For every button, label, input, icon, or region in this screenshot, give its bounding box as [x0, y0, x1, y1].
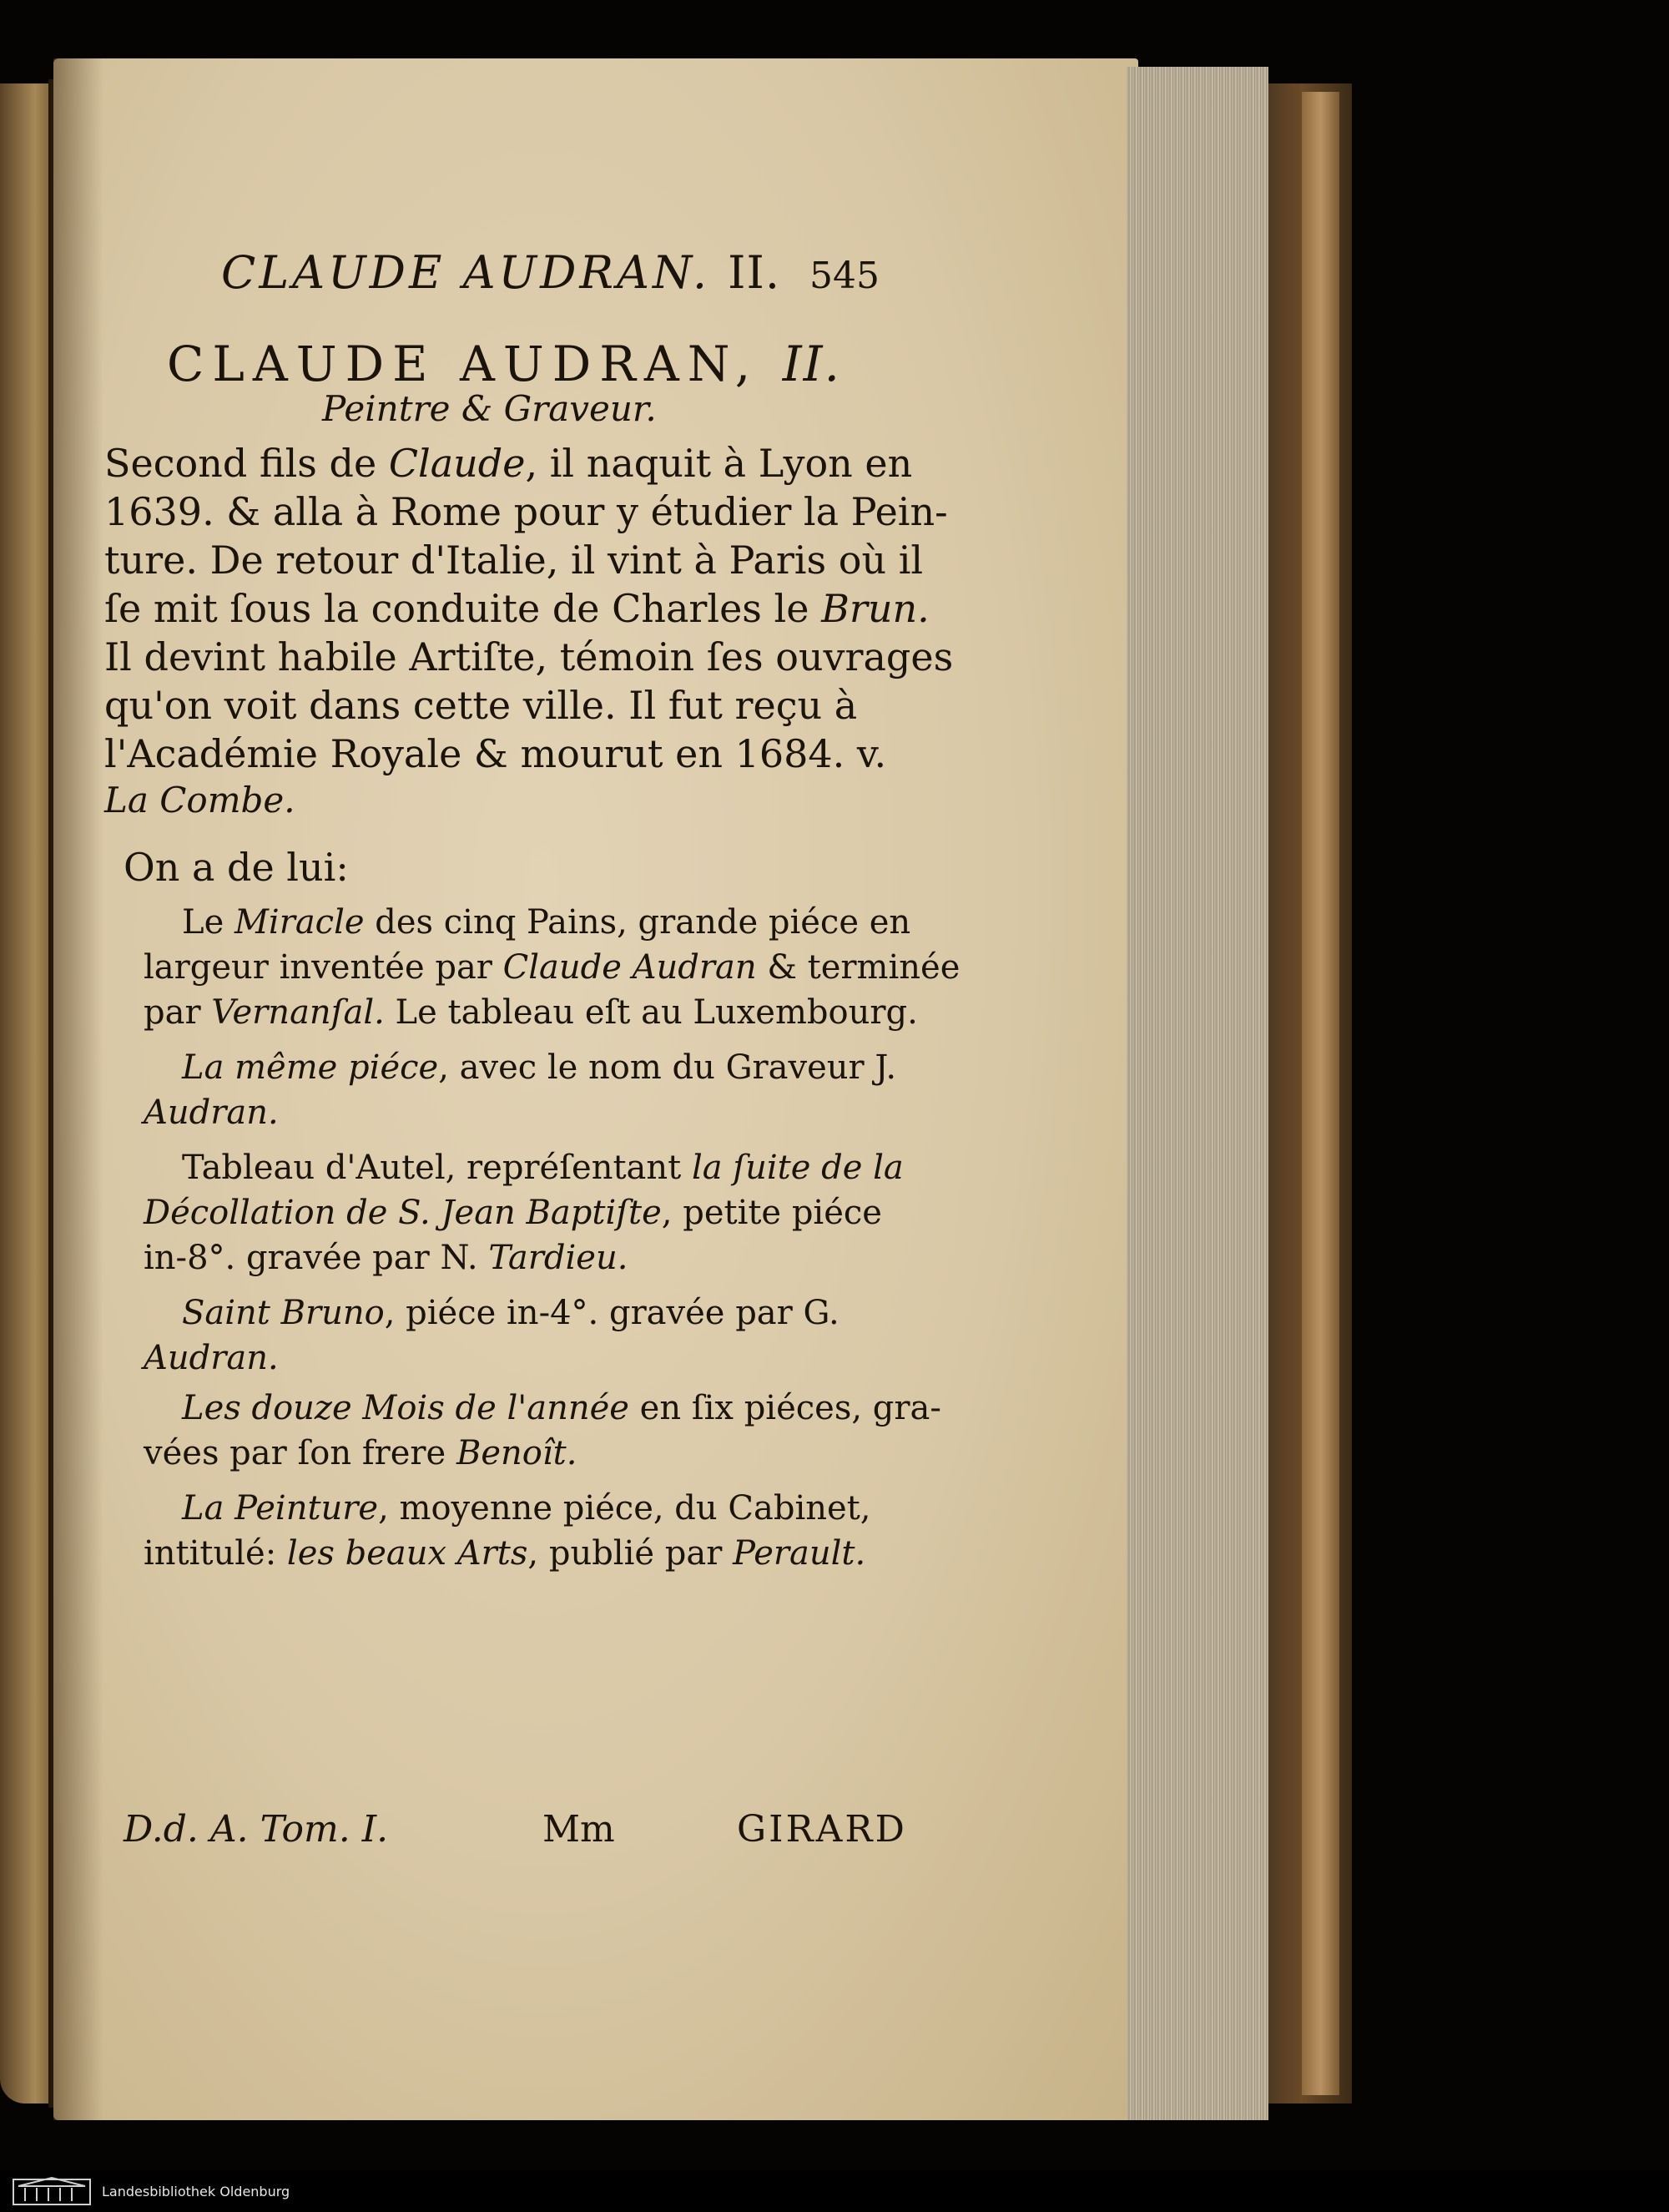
bio-line: qu'on voit dans cette ville. Il fut reçu à	[104, 683, 858, 728]
bio-line: l'Académie Royale & mourut en 1684. v.	[104, 731, 887, 776]
work-line: vées par ſon frere Benoît.	[144, 1434, 577, 1472]
work-line: intitulé: les beaux Arts, publié par Perault.	[144, 1534, 866, 1573]
gutter-shadow	[53, 58, 103, 2120]
signature-mark: D.d. A. Tom. I.	[124, 1808, 389, 1851]
library-building-icon	[10, 2174, 93, 2208]
owner-stamp: GIRARD	[737, 1808, 907, 1851]
work-line: in-8°. gravée par N. Tardieu.	[144, 1239, 628, 1277]
work-line: Décollation de S. Jean Baptiſte, petite piéce	[144, 1194, 882, 1232]
page-block-edges	[1127, 67, 1268, 2120]
work-line: Le Miracle des cinq Pains, grande piéce en	[182, 903, 911, 942]
work-line: Audran.	[144, 1339, 279, 1377]
work-line: par Vernanſal. Le tableau eſt au Luxembourg.	[144, 993, 918, 1032]
entry-heading: CLAUDE AUDRAN, II.	[167, 336, 841, 392]
bio-line: Il devint habile Artiſte, témoin ſes ouvrages	[104, 634, 954, 679]
bio-line: ture. De retour d'Italie, il vint à Paris où il	[104, 538, 924, 583]
entry-role: Peintre & Graveur.	[322, 388, 657, 429]
running-title: CLAUDE AUDRAN. II.	[221, 246, 780, 299]
work-line: La Peinture, moyenne piéce, du Cabinet,	[182, 1489, 871, 1528]
works-intro: On a de lui:	[124, 845, 349, 890]
work-line: Audran.	[144, 1093, 279, 1132]
work-line: Les douze Mois de l'année en ſix piéces, gra-	[182, 1389, 941, 1427]
library-name: Landesbibliothek Oldenburg	[102, 2183, 290, 2199]
work-line: Saint Bruno, piéce in-4°. gravée par G.	[182, 1294, 840, 1332]
bio-line: ſe mit ſous la conduite de Charles le Brun.	[104, 586, 930, 631]
bio-line: La Combe.	[104, 780, 295, 821]
bio-line: 1639. & alla à Rome pour y étudier la Pein-	[104, 489, 948, 534]
page-number: 545	[809, 255, 880, 297]
work-line: Tableau d'Autel, repréſentant la ſuite de la	[182, 1149, 904, 1187]
bio-line: Second fils de Claude, il naquit à Lyon en	[104, 441, 913, 486]
work-line: La même piéce, avec le nom du Graveur J.	[182, 1048, 897, 1087]
cover-leather-edge	[1302, 92, 1339, 2095]
work-line: largeur inventée par Claude Audran & terminée	[144, 948, 961, 987]
library-footer-bar	[0, 2170, 1669, 2212]
gathering-mark: Mm	[542, 1808, 615, 1851]
